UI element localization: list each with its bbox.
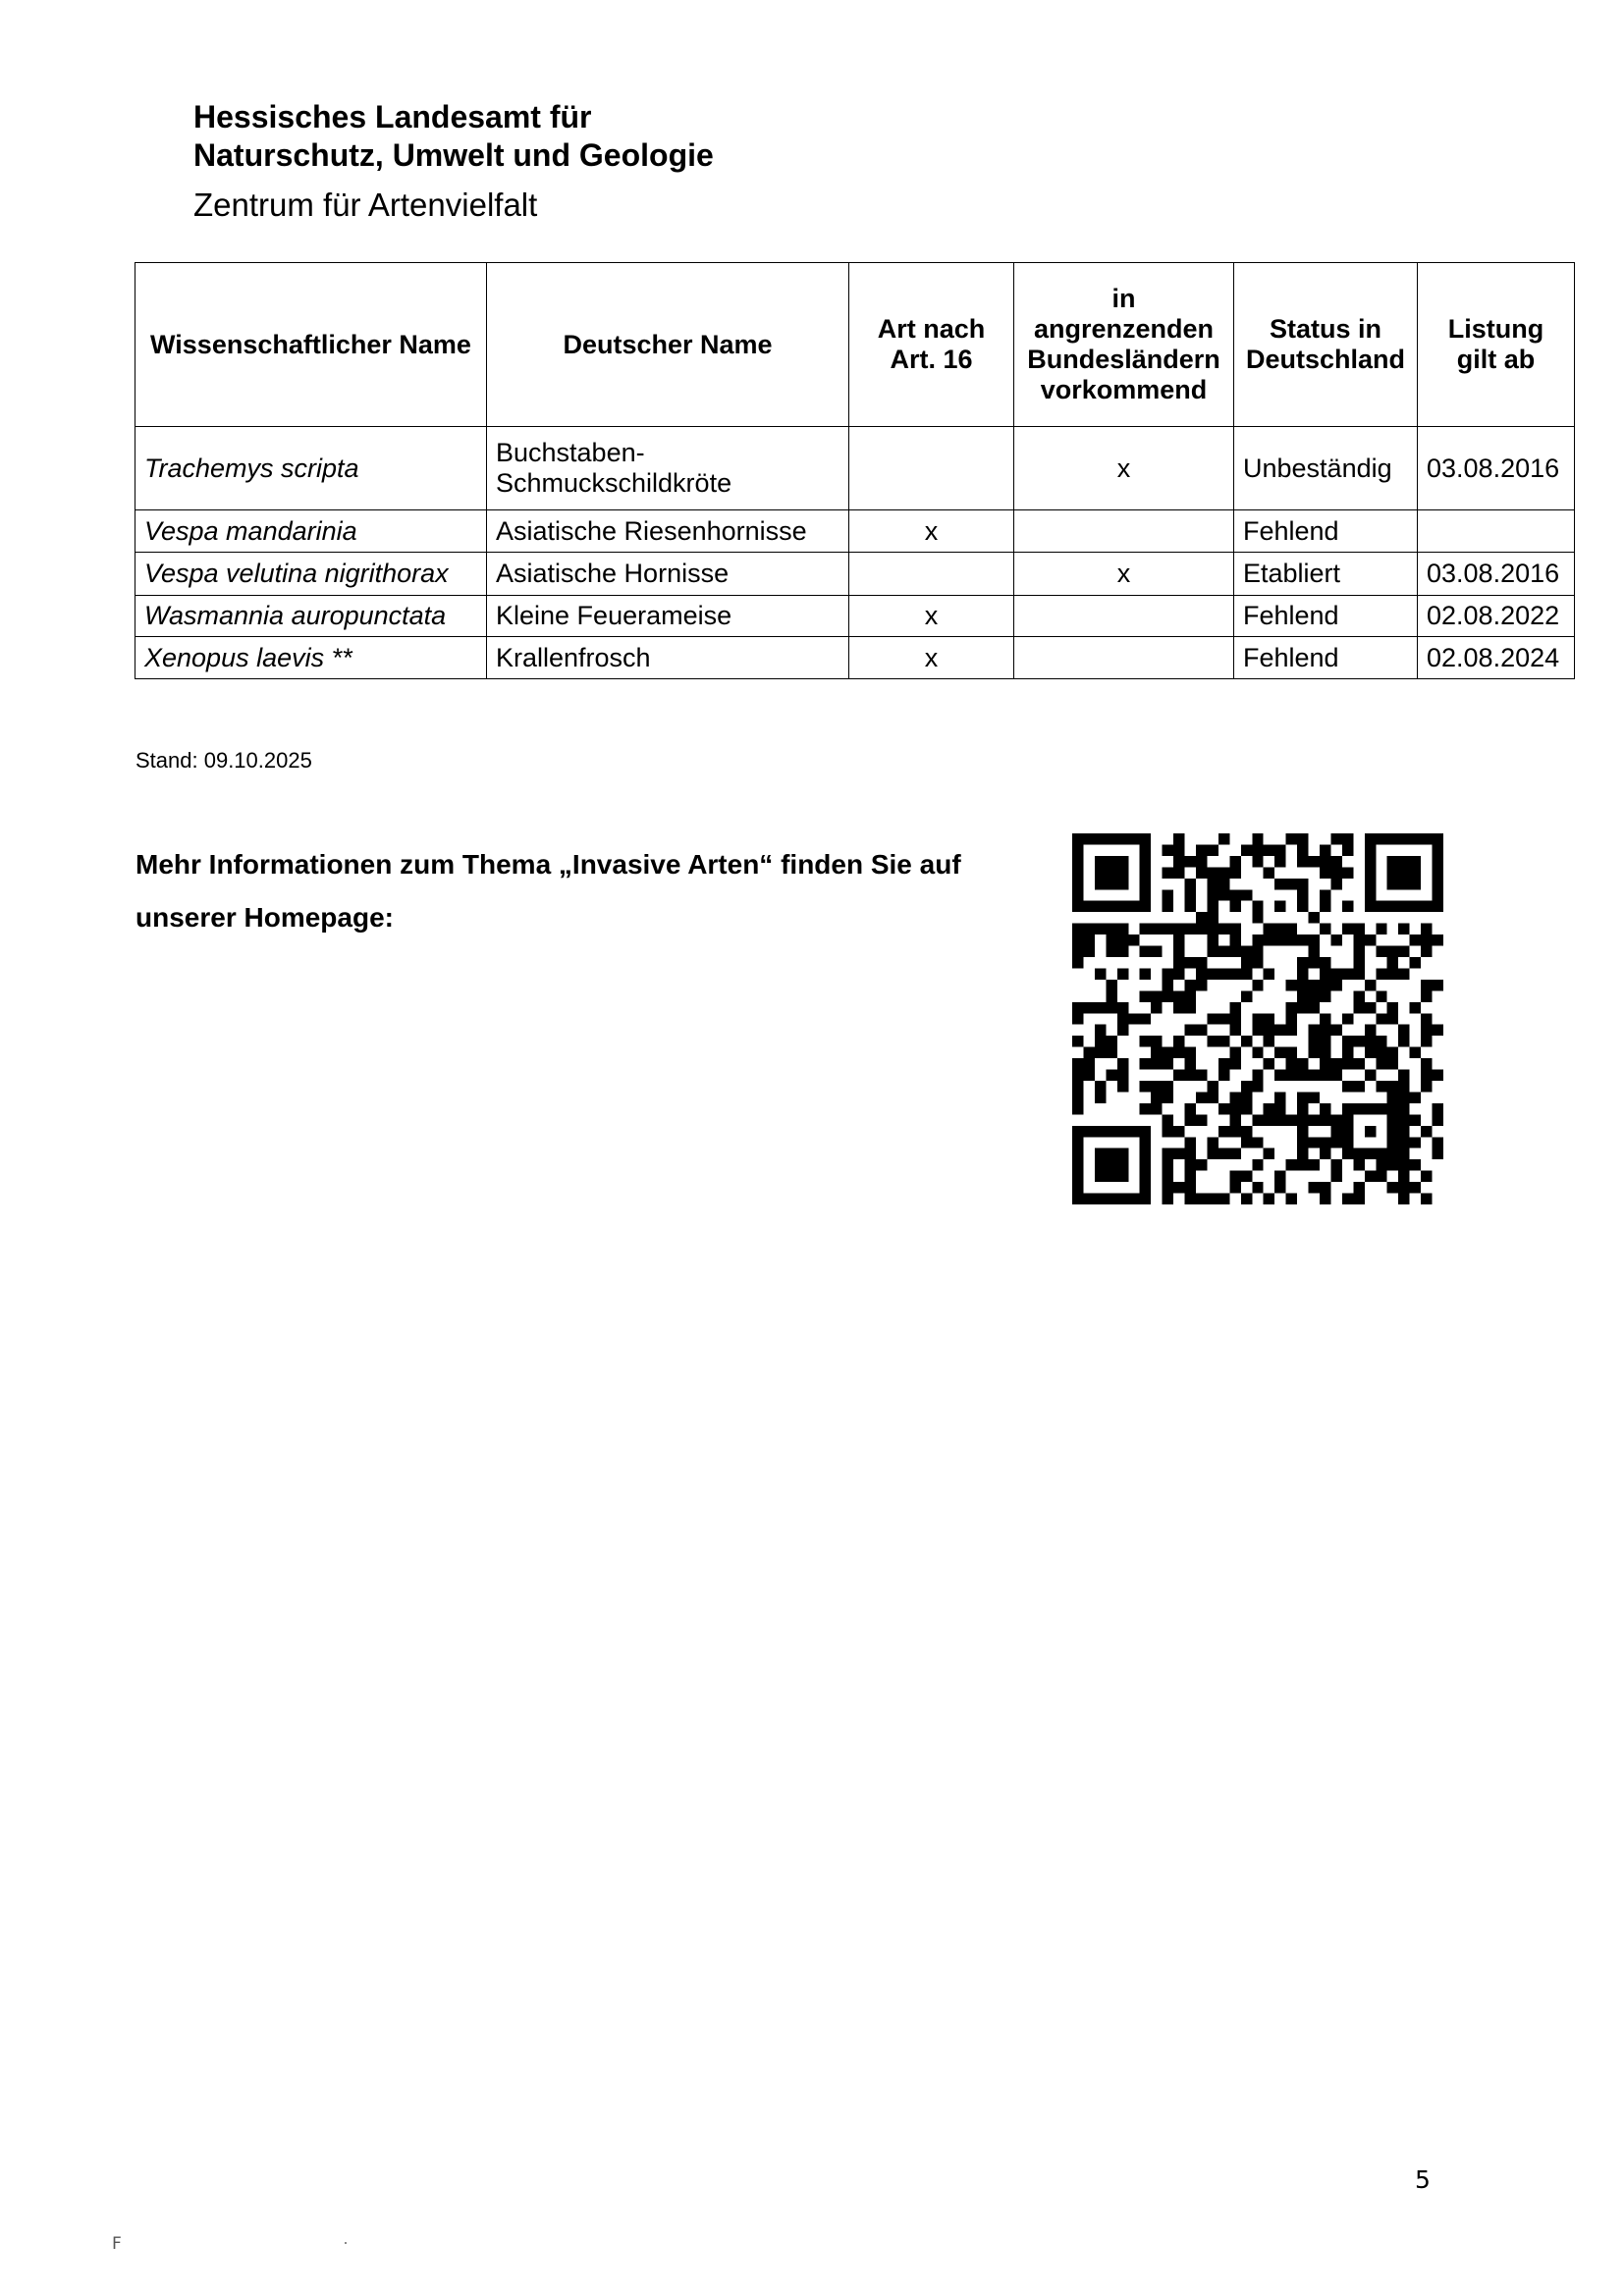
organization-name xyxy=(193,98,714,175)
cell-art16 xyxy=(849,553,1014,596)
qr-code-icon xyxy=(1072,833,1443,1204)
column-header-listed-since xyxy=(1418,263,1575,427)
more-info-line1: Mehr Informationen zum Thema „Invasive Arten“ finden Sie auf xyxy=(135,849,961,880)
cell-neighbouring-states xyxy=(1014,596,1234,637)
cell-listed-since: 03.08.2016 xyxy=(1418,553,1575,596)
cell-listed-since: 02.08.2022 xyxy=(1418,596,1575,637)
cell-art16: x xyxy=(849,596,1014,637)
header-text: Listung xyxy=(1447,314,1544,344)
header-text: Art. 16 xyxy=(890,345,973,374)
cell-scientific-name: Xenopus laevis ** xyxy=(135,637,487,679)
table-row xyxy=(135,553,1575,596)
cell-art16: x xyxy=(849,637,1014,679)
header-text: Status in xyxy=(1269,314,1381,344)
german-name-line: Schmuckschildkröte xyxy=(496,468,732,498)
cell-art16 xyxy=(849,427,1014,510)
cell-german-name: Krallenfrosch xyxy=(487,637,849,679)
table-row xyxy=(135,510,1575,553)
invasive-species-table xyxy=(135,262,1575,679)
table-header-row xyxy=(135,263,1575,427)
more-info-line2: unserer Homepage: xyxy=(135,902,394,933)
header-text: in xyxy=(1111,284,1136,313)
organization-name-line2: Naturschutz, Umwelt und Geologie xyxy=(193,137,714,173)
cell-neighbouring-states: x xyxy=(1014,553,1234,596)
cell-status: Fehlend xyxy=(1234,637,1418,679)
header-text: Deutscher Name xyxy=(563,329,773,359)
department-name: Zentrum für Artenvielfalt xyxy=(193,187,538,223)
footer-mark: F xyxy=(112,2234,122,2254)
cell-neighbouring-states: x xyxy=(1014,427,1234,510)
stand-date: Stand: 09.10.2025 xyxy=(135,748,312,773)
cell-listed-since: 03.08.2016 xyxy=(1418,427,1575,510)
page-number: 5 xyxy=(1415,2165,1431,2194)
table-row xyxy=(135,596,1575,637)
header-text: gilt ab xyxy=(1456,345,1536,374)
cell-german-name: Asiatische Hornisse xyxy=(487,553,849,596)
homepage-qr-code[interactable] xyxy=(1072,833,1443,1204)
column-header-art16 xyxy=(849,263,1014,427)
cell-listed-since: 02.08.2024 xyxy=(1418,637,1575,679)
table-row xyxy=(135,637,1575,679)
column-header-scientific-name xyxy=(135,263,487,427)
cell-status: Fehlend xyxy=(1234,510,1418,553)
cell-german-name: Kleine Feuerameise xyxy=(487,596,849,637)
header-text: Deutschland xyxy=(1245,345,1406,374)
cell-status: Etabliert xyxy=(1234,553,1418,596)
cell-scientific-name: Vespa mandarinia xyxy=(135,510,487,553)
cell-listed-since xyxy=(1418,510,1575,553)
header-text: Wissenschaftlicher Name xyxy=(150,329,471,359)
column-header-german-name xyxy=(487,263,849,427)
cell-art16: x xyxy=(849,510,1014,553)
cell-scientific-name: Wasmannia auropunctata xyxy=(135,596,487,637)
cell-neighbouring-states xyxy=(1014,637,1234,679)
column-header-status xyxy=(1234,263,1418,427)
header-text: vorkommend xyxy=(1040,375,1208,404)
cell-german-name: Asiatische Riesenhornisse xyxy=(487,510,849,553)
cell-neighbouring-states xyxy=(1014,510,1234,553)
cell-status: Unbeständig xyxy=(1234,427,1418,510)
table-row xyxy=(135,427,1575,510)
footer-dot xyxy=(345,2242,347,2244)
header-text: angrenzenden xyxy=(1033,314,1215,344)
header-text: Art nach xyxy=(877,314,986,344)
organization-name-line1: Hessisches Landesamt für xyxy=(193,99,592,134)
header-text: Bundesländern xyxy=(1027,345,1220,374)
german-name-line: Buchstaben- xyxy=(496,438,645,467)
column-header-neighbouring-states xyxy=(1014,263,1234,427)
cell-scientific-name: Trachemys scripta xyxy=(135,427,487,510)
cell-german-name xyxy=(487,427,849,510)
cell-scientific-name: Vespa velutina nigrithorax xyxy=(135,553,487,596)
cell-status: Fehlend xyxy=(1234,596,1418,637)
more-info-text xyxy=(135,838,1078,944)
